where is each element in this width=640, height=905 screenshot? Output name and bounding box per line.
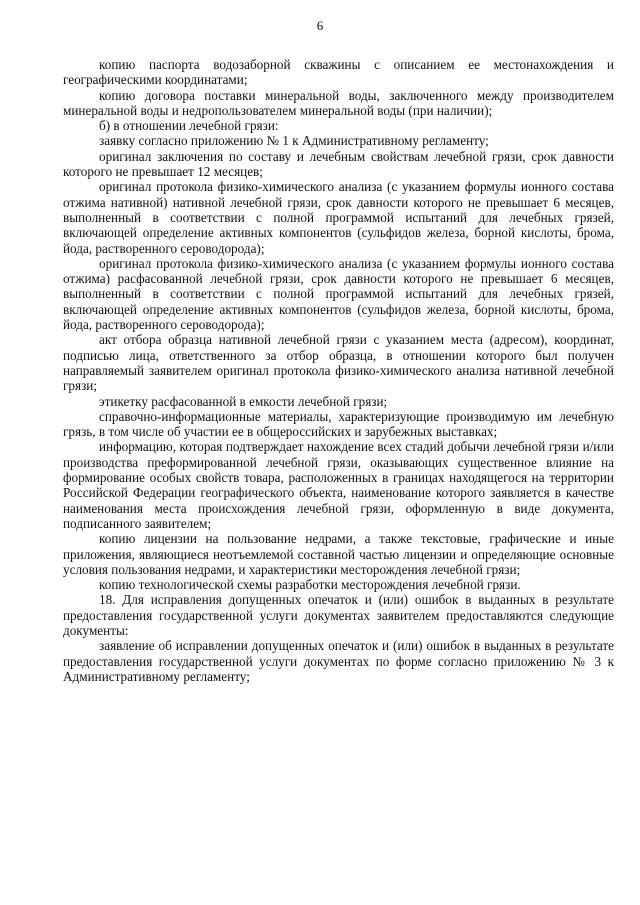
paragraph: копию технологической схемы разработки месторождения лечебной грязи.	[99, 577, 521, 593]
paragraph: заявление об исправлении допущенных опечаток и (или) ошибок в выданных в результате предоставления государственной услуги документах по форме согласно приложению № 3 к Административному регламенту;	[63, 638, 614, 684]
paragraph: копию договора поставки минеральной воды, заключенного между производителем минеральной воды и недропользователем минеральной воды (при наличии);	[63, 87, 614, 118]
paragraph: справочно-информационные материалы, характеризующие производимую им лечебную грязь, в том числе об участии ее в общероссийских и зарубежных выставках;	[63, 408, 614, 440]
paragraph: акт отбора образца нативной лечебной грязи с указанием места (адресом), координат, подписью лица, ответственного за отбор образца, в отношении которого был получен направляемый заявителем оригинал протокола физико-химического анализа нативной лечебной грязи;	[63, 332, 614, 394]
page-number: 6	[316, 18, 324, 33]
paragraph: этикетку расфасованной в емкости лечебной грязи;	[99, 393, 388, 409]
paragraph: б) в отношении лечебной грязи:	[99, 118, 279, 134]
paragraph: оригинал протокола физико-химического анализа (с указанием формулы ионного состава отжима нативной) нативной лечебной грязи, срок давности которого не превышает 6 месяцев, выполненный в соответствии с полной программой испытаний для лечебных грязей, включающей определение активных компонентов (сульфидов железа, борной кислоты, брома, йода, растворенного сероводорода);	[63, 179, 614, 256]
paragraph: оригинал протокола физико-химического анализа (с указанием формулы ионного состава отжима) расфасованной лечебной грязи, срок давности которого не превышает 6 месяцев, выполненный в соответствии с полной программой испытаний для лечебных грязей, включающей определение активных компонентов (сульфидов железа, борной кислоты, брома, йода, растворенного сероводорода);	[63, 255, 614, 333]
paragraph: копию лицензии на пользование недрами, а также текстовые, графические и иные приложения, являющиеся неотъемлемой составной частью лицензии и определяющие основные условия пользования недрами, и характеристики месторождения лечебной грязи;	[63, 531, 614, 577]
paragraph: информацию, которая подтверждает нахождение всех стадий добычи лечебной грязи и/или производства преформированной лечебной грязи, оказывающих существенное влияние на формирование особых свойств товара, расположенных в границах находящегося на территории Российской Федерации географического объекта, наименование которого заявляется в качестве наименования места происхождения лечебной грязи, оформленную в виде документа, подписанного заявителем;	[63, 439, 614, 531]
paragraph: 18. Для исправления допущенных опечаток и (или) ошибок в выданных в результате предоставления государственной услуги документах заявителем предоставляются следующие документы:	[63, 592, 614, 638]
document-body	[63, 57, 614, 684]
paragraph: оригинал заключения по составу и лечебным свойствам лечебной грязи, срок давности которого не превышает 12 месяцев;	[63, 148, 614, 180]
paragraph: заявку согласно приложению № 1 к Административному регламенту;	[99, 133, 489, 149]
paragraph: копию паспорта водозаборной скважины с описанием ее местонахождения и географическими координатами;	[63, 57, 614, 88]
